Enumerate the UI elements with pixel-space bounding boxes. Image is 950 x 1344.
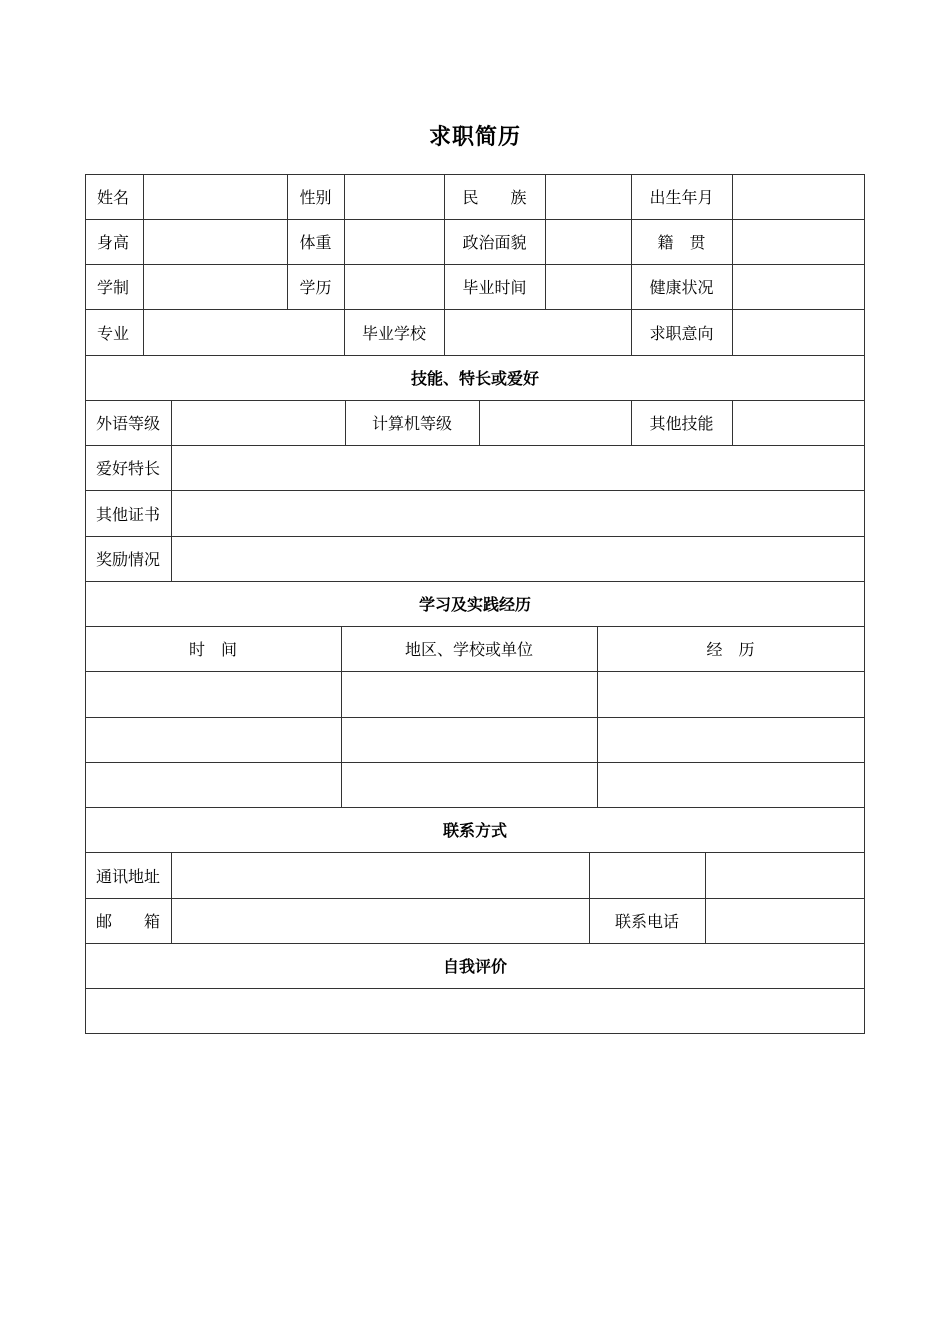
native-place-field[interactable] (732, 219, 864, 264)
contact-extra-field[interactable] (705, 852, 864, 898)
gender-field[interactable] (344, 174, 444, 219)
graduated-school-field[interactable] (444, 309, 631, 355)
job-intention-field[interactable] (732, 309, 864, 355)
awards-field[interactable] (171, 536, 864, 581)
computer-level-label: 计算机等级 (371, 414, 452, 433)
other-skills-field[interactable] (732, 400, 864, 445)
gender-label: 性别 (299, 188, 332, 207)
major-label: 专业 (97, 323, 130, 343)
experience-cell[interactable] (597, 762, 864, 807)
height-field[interactable] (143, 219, 287, 264)
education-label: 学历 (299, 278, 332, 297)
address-label: 通讯地址 (95, 866, 160, 886)
school-system-label: 学制 (97, 278, 130, 297)
certificates-label: 其他证书 (95, 504, 160, 524)
awards-label: 奖励情况 (95, 550, 160, 569)
language-level-label: 外语等级 (95, 414, 160, 433)
health-status-label: 健康状况 (649, 278, 714, 297)
ethnicity-field[interactable] (545, 174, 631, 219)
experience-cell[interactable] (85, 671, 341, 717)
address-field[interactable] (171, 852, 589, 898)
education-field[interactable] (344, 264, 444, 309)
graduated-school-label: 毕业学校 (361, 323, 426, 343)
experience-cell[interactable] (341, 762, 597, 807)
native-place-label: 籍 贯 (657, 233, 706, 252)
phone-label: 联系电话 (614, 912, 679, 931)
weight-field[interactable] (344, 219, 444, 264)
page-title: 求职简历 (428, 124, 521, 150)
language-level-field[interactable] (171, 400, 345, 445)
email-label: 邮 箱 (95, 912, 160, 931)
experience-col-place: 地区、学校或单位 (404, 640, 533, 659)
other-skills-label: 其他技能 (649, 414, 714, 433)
graduation-time-label: 毕业时间 (462, 278, 527, 297)
name-field[interactable] (143, 174, 287, 219)
email-field[interactable] (171, 898, 589, 943)
experience-cell[interactable] (85, 717, 341, 762)
birth-date-label: 出生年月 (649, 188, 714, 207)
experience-col-experience: 经 历 (706, 640, 755, 659)
major-field[interactable] (143, 309, 344, 355)
birth-date-field[interactable] (732, 174, 864, 219)
ethnicity-label: 民 族 (462, 188, 527, 207)
health-status-field[interactable] (732, 264, 864, 309)
height-label: 身高 (97, 233, 130, 252)
computer-level-field[interactable] (479, 400, 631, 445)
contact-extra-label-cell (589, 852, 705, 898)
self-evaluation-field[interactable] (85, 988, 865, 1033)
weight-label: 体重 (299, 233, 332, 252)
name-label: 姓名 (97, 188, 130, 207)
political-status-label: 政治面貌 (462, 233, 527, 252)
experience-col-time: 时 间 (188, 640, 237, 659)
experience-cell[interactable] (597, 671, 864, 717)
experience-cell[interactable] (341, 671, 597, 717)
experience-section-header: 学习及实践经历 (418, 595, 531, 614)
school-system-field[interactable] (143, 264, 287, 309)
phone-field[interactable] (705, 898, 864, 943)
hobbies-field[interactable] (171, 445, 864, 490)
experience-cell[interactable] (85, 762, 341, 807)
experience-cell[interactable] (597, 717, 864, 762)
political-status-field[interactable] (545, 219, 631, 264)
contact-section-header: 联系方式 (442, 821, 507, 840)
experience-cell[interactable] (341, 717, 597, 762)
grid-line (85, 1033, 865, 1034)
job-intention-label: 求职意向 (649, 323, 714, 343)
resume-form (85, 174, 865, 1034)
skills-section-header: 技能、特长或爱好 (410, 369, 539, 388)
graduation-time-field[interactable] (545, 264, 631, 309)
hobbies-label: 爱好特长 (95, 459, 160, 478)
self-evaluation-section-header: 自我评价 (442, 957, 507, 976)
certificates-field[interactable] (171, 490, 864, 536)
